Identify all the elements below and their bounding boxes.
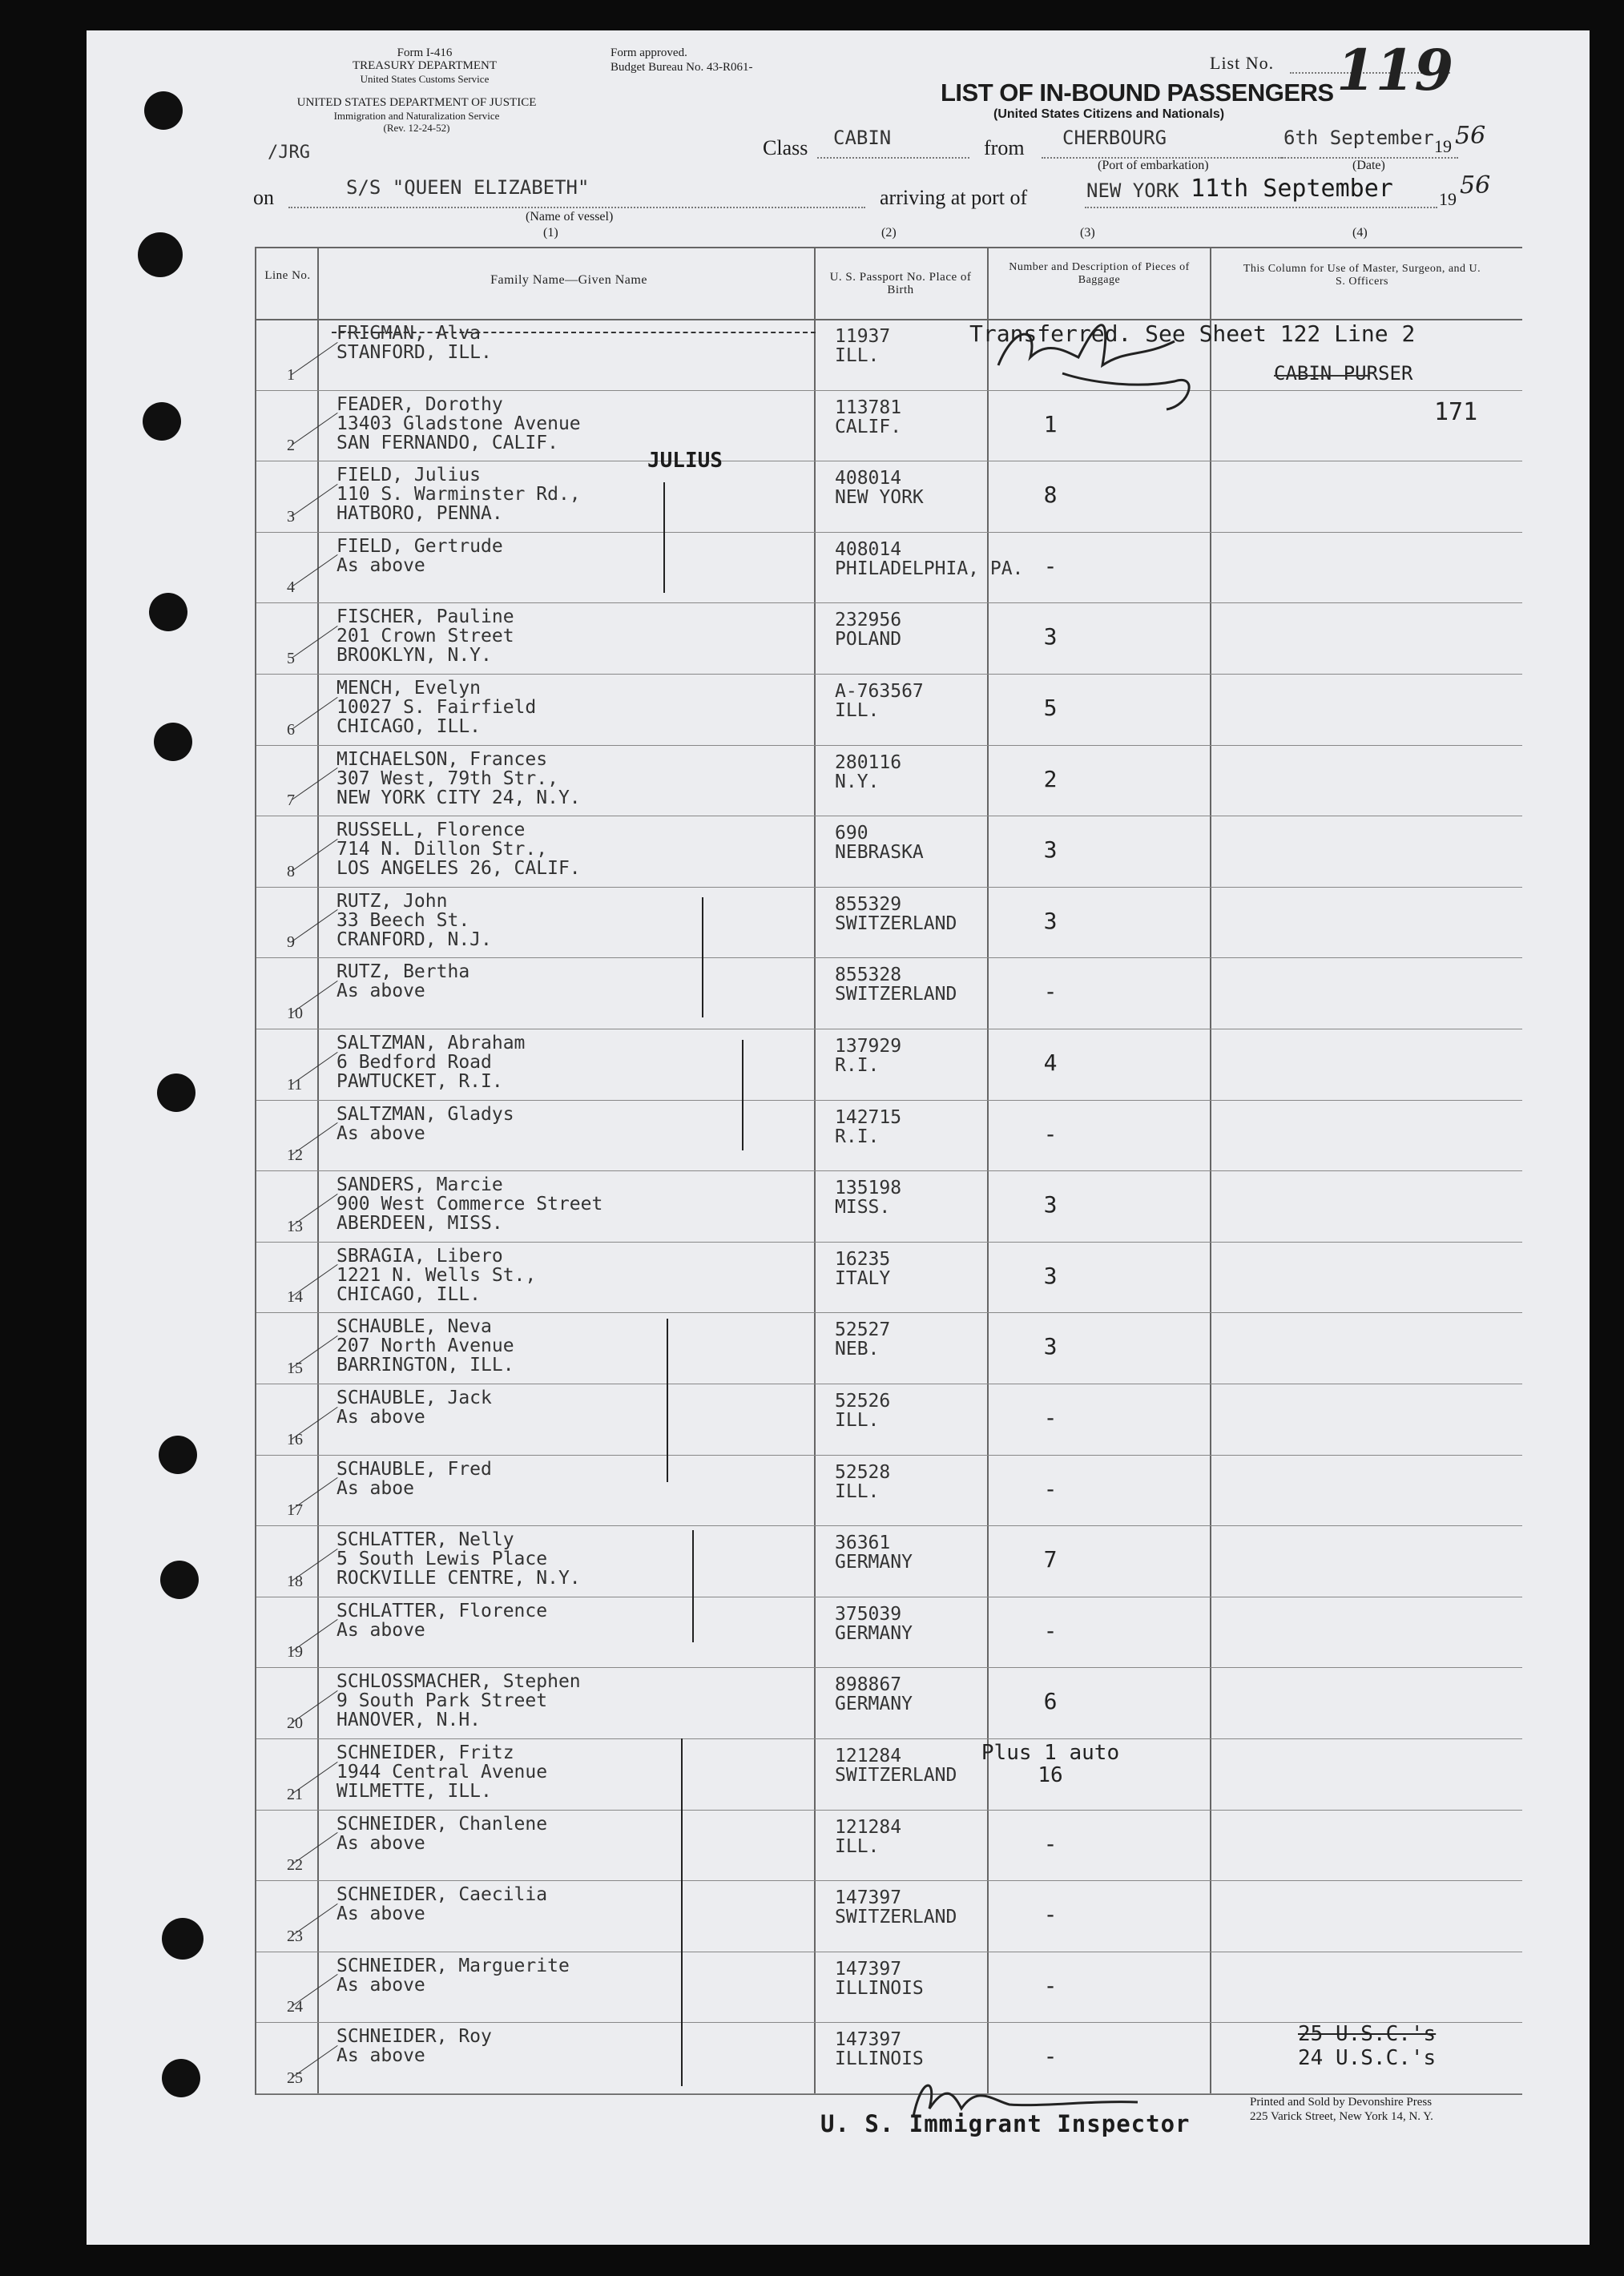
- line-number: 5: [287, 649, 295, 667]
- baggage-count: Plus 1 auto 16: [981, 1741, 1120, 1787]
- passenger-name: SALTZMAN, Gladys As above: [336, 1103, 514, 1144]
- printer-line-2: 225 Varick Street, New York 14, N. Y.: [1250, 2110, 1433, 2123]
- line-number: 13: [287, 1217, 303, 1235]
- table-row: [256, 745, 1522, 817]
- form-approved: Form approved.: [611, 46, 687, 59]
- handwritten-cancel-mark: [990, 293, 1231, 413]
- strikethrough-line: [1274, 375, 1370, 377]
- revision: (Rev. 12-24-52): [383, 122, 450, 134]
- passenger-name: MENCH, Evelyn 10027 S. Fairfield CHICAGO, ILL.: [336, 678, 537, 737]
- baggage-count: -: [1043, 2043, 1058, 2070]
- arrival-year: 56: [1460, 171, 1491, 199]
- vessel-name: S/S "QUEEN ELIZABETH": [346, 176, 590, 199]
- passport-birthplace: 855329 SWITZERLAND: [835, 893, 957, 934]
- table-row: [256, 887, 1522, 959]
- table-row: [256, 2022, 1522, 2094]
- line-number: 25: [287, 2069, 303, 2087]
- passport-birthplace: 898867 GERMANY: [835, 1674, 913, 1715]
- passenger-name: SCHNEIDER, Fritz 1944 Central Avenue WILMETTE, ILL.: [336, 1742, 548, 1802]
- baggage-count: -: [1043, 552, 1058, 579]
- column-number-2: (2): [881, 226, 897, 240]
- passenger-name: SCHAUBLE, Neva 207 North Avenue BARRINGTON, ILL.: [336, 1316, 514, 1376]
- baggage-count: -: [1043, 978, 1058, 1005]
- passenger-name: SANDERS, Marcie 900 West Commerce Street ABERDEEN, MISS.: [336, 1174, 603, 1235]
- family-bracket: [663, 482, 665, 593]
- passenger-name: SCHNEIDER, Marguerite As above: [336, 1955, 570, 1996]
- passport-birthplace: 11937 ILL.: [835, 326, 891, 366]
- passport-birthplace: 16235 ITALY: [835, 1248, 891, 1289]
- officer-note: 25 U.S.C.'s: [1298, 2022, 1437, 2047]
- punch-hole: [143, 402, 181, 441]
- check-mark: [292, 1407, 338, 1440]
- table-row: [256, 1312, 1522, 1384]
- passport-birthplace: 147397 SWITZERLAND: [835, 1887, 957, 1928]
- baggage-count: 8: [1043, 481, 1058, 509]
- punch-hole: [157, 1074, 195, 1112]
- table-row: [256, 319, 1522, 391]
- header-baggage: Number and Description of Pieces of Baggage: [1009, 261, 1190, 286]
- check-mark: [292, 1974, 338, 2007]
- column-number-4: (4): [1352, 226, 1368, 240]
- punch-hole: [162, 1918, 204, 1960]
- passport-birthplace: 52528 ILL.: [835, 1461, 891, 1502]
- passport-birthplace: 147397 ILLINOIS: [835, 1958, 924, 1999]
- officer-note: Transferred. See Sheet 122 Line 2: [969, 320, 1416, 347]
- passenger-name: RUTZ, Bertha As above: [336, 961, 470, 1002]
- line-number: 8: [287, 862, 295, 880]
- passenger-name: SBRAGIA, Libero 1221 N. Wells St., CHICAGO, ILL.: [336, 1245, 537, 1305]
- passport-birthplace: 142715 R.I.: [835, 1106, 902, 1147]
- check-mark: [292, 484, 338, 517]
- baggage-count: -: [1043, 1404, 1058, 1431]
- check-mark: [292, 909, 338, 942]
- line-number: 6: [287, 720, 295, 739]
- check-mark: [292, 1052, 338, 1085]
- passport-birthplace: 52526 ILL.: [835, 1391, 891, 1431]
- passport-birthplace: 690 NEBRASKA: [835, 823, 924, 864]
- baggage-count: 5: [1043, 695, 1058, 721]
- baggage-count: 3: [1043, 623, 1058, 651]
- on-label: on: [253, 186, 274, 209]
- passport-birthplace: 135198 MISS.: [835, 1178, 902, 1219]
- table-row: [256, 1242, 1522, 1314]
- passenger-name: SCHLATTER, Nelly 5 South Lewis Place ROCKVILLE CENTRE, N.Y.: [336, 1529, 581, 1589]
- check-mark: [292, 1549, 338, 1581]
- header-name: Family Name—Given Name: [490, 273, 647, 287]
- embark-label: (Port of embarkation): [1098, 159, 1209, 172]
- table-row: [256, 1667, 1522, 1739]
- arrival-date: 11th September: [1191, 175, 1393, 203]
- table-row: [256, 957, 1522, 1029]
- baggage-count: -: [1043, 1120, 1058, 1147]
- check-mark: [292, 2045, 338, 2078]
- baggage-count: 7: [1043, 1546, 1058, 1573]
- table-row: [256, 1100, 1522, 1172]
- passenger-name: SCHLATTER, Florence As above: [336, 1600, 548, 1641]
- passport-birthplace: 137929 R.I.: [835, 1036, 902, 1076]
- line-number: 15: [287, 1359, 303, 1377]
- document-title: LIST OF IN-BOUND PASSENGERS: [941, 79, 1334, 107]
- list-no-value: 119: [1336, 37, 1454, 103]
- passenger-name: FISCHER, Pauline 201 Crown Street BROOKLYN, N.Y.: [336, 606, 514, 667]
- check-mark: [292, 767, 338, 800]
- punch-hole: [138, 232, 183, 277]
- baggage-count: 3: [1043, 1262, 1058, 1289]
- punch-hole: [162, 2059, 200, 2097]
- baggage-count: -: [1043, 1830, 1058, 1857]
- baggage-count: 3: [1043, 907, 1058, 934]
- table-row: [256, 1952, 1522, 2024]
- table-row: [256, 1455, 1522, 1527]
- ins-service: Immigration and Naturalization Service: [333, 110, 500, 122]
- punch-hole: [154, 723, 192, 761]
- class-label: Class: [763, 136, 808, 159]
- baggage-count: 1: [1043, 410, 1058, 437]
- officer-note-2: CABIN PURSER: [1274, 362, 1413, 385]
- table-row: [256, 674, 1522, 746]
- line-number: 14: [287, 1288, 303, 1307]
- strikethrough-line: [332, 332, 816, 333]
- inspector-label: U. S. Immigrant Inspector: [820, 2110, 1191, 2137]
- table-header: [256, 248, 1522, 320]
- check-mark: [292, 554, 338, 587]
- baggage-count: 3: [1043, 1191, 1058, 1219]
- table-row: [256, 390, 1522, 462]
- baggage-count: 4: [1043, 1049, 1058, 1076]
- passport-birthplace: A-763567 ILL.: [835, 681, 924, 721]
- check-mark: [292, 1762, 338, 1795]
- passport-birthplace: 121284 ILL.: [835, 1816, 902, 1857]
- line-number: 7: [287, 792, 295, 810]
- line-number: 17: [287, 1501, 303, 1520]
- table-row: [256, 602, 1522, 675]
- line-number: 22: [287, 1856, 303, 1875]
- baggage-count: 3: [1043, 836, 1058, 864]
- line-number: 24: [287, 1998, 303, 2016]
- passenger-name: SCHNEIDER, Chanlene As above: [336, 1813, 548, 1854]
- passenger-name: FIELD, Julius 110 S. Warminster Rd., HATBORO, PENNA.: [336, 465, 581, 525]
- punch-hole: [149, 593, 187, 631]
- check-mark: [292, 413, 338, 445]
- table-row: [256, 1384, 1522, 1456]
- table-row: [256, 461, 1522, 533]
- passport-birthplace: 408014 NEW YORK: [835, 468, 924, 509]
- passport-birthplace: 232956 POLAND: [835, 610, 902, 651]
- passenger-name: FRIGMAN, Alva STANFORD, ILL.: [336, 323, 492, 363]
- baggage-count: -: [1043, 1972, 1058, 1999]
- punch-hole: [159, 1436, 197, 1474]
- passport-birthplace: 375039 GERMANY: [835, 1603, 913, 1644]
- header-passport: U. S. Passport No. Place of Birth: [829, 271, 972, 296]
- officer-note-2: 24 U.S.C.'s: [1298, 2046, 1437, 2071]
- header-line-no: Line No.: [264, 269, 311, 282]
- table-row: [256, 1810, 1522, 1882]
- table-row: [256, 1880, 1522, 1952]
- check-mark: [292, 981, 338, 1013]
- passport-birthplace: 280116 N.Y.: [835, 751, 902, 792]
- table-row: [256, 1525, 1522, 1597]
- from-value: CHERBOURG: [1062, 127, 1167, 149]
- passenger-name: SCHAUBLE, Fred As aboe: [336, 1458, 492, 1499]
- passenger-name: SCHNEIDER, Roy As above: [336, 2026, 492, 2067]
- header-officers: This Column for Use of Master, Surgeon, and U. S. Officers: [1243, 263, 1481, 288]
- justice-dept: UNITED STATES DEPARTMENT OF JUSTICE: [296, 96, 537, 109]
- check-mark: [292, 1194, 338, 1227]
- line-number: 21: [287, 1785, 303, 1803]
- check-mark: [292, 1832, 338, 1865]
- arriving-label: arriving at port of: [880, 186, 1028, 209]
- passport-birthplace: 147397 ILLINOIS: [835, 2029, 924, 2070]
- punch-hole: [144, 91, 183, 130]
- passenger-name: SCHLOSSMACHER, Stephen 9 South Park Street HANOVER, N.H.: [336, 1671, 581, 1731]
- class-value: CABIN: [833, 127, 892, 149]
- check-mark: [292, 1264, 338, 1297]
- passenger-name: MICHAELSON, Frances 307 West, 79th Str., NEW YORK CITY 24, N.Y.: [336, 748, 581, 808]
- passenger-table: [255, 247, 1522, 2095]
- line-number: 2: [287, 437, 295, 455]
- table-row: [256, 1170, 1522, 1243]
- line-number: 4: [287, 578, 295, 597]
- family-bracket: [692, 1530, 694, 1642]
- family-bracket: [667, 1319, 668, 1482]
- customs-service: United States Customs Service: [360, 73, 490, 85]
- table-row: [256, 816, 1522, 888]
- baggage-count: -: [1043, 1617, 1058, 1644]
- check-mark: [292, 1903, 338, 1936]
- officer-note: 171: [1434, 397, 1478, 426]
- check-mark: [292, 697, 338, 730]
- from-label: from: [984, 136, 1025, 159]
- passport-birthplace: 855328 SWITZERLAND: [835, 965, 957, 1005]
- date-label: (Date): [1352, 159, 1385, 172]
- check-mark: [292, 342, 338, 375]
- passenger-name: RUSSELL, Florence 714 N. Dillon Str., LOS ANGELES 26, CALIF.: [336, 820, 581, 880]
- line-number: 12: [287, 1146, 303, 1165]
- passenger-name: SALTZMAN, Abraham 6 Bedford Road PAWTUCKET, R.I.: [336, 1033, 526, 1092]
- baggage-count: -: [1043, 1475, 1058, 1502]
- baggage-count: 2: [1043, 765, 1058, 792]
- line-number: 3: [287, 507, 295, 526]
- line-number: 9: [287, 933, 295, 952]
- depart-year: 56: [1455, 122, 1486, 150]
- line-number: 11: [287, 1075, 303, 1094]
- year-prefix-2: 19: [1439, 189, 1457, 209]
- arrival-port: NEW YORK: [1086, 179, 1179, 202]
- passenger-name: SCHAUBLE, Jack As above: [336, 1388, 492, 1428]
- table-row: [256, 1029, 1522, 1101]
- list-no-label: List No.: [1210, 53, 1275, 73]
- check-mark: [292, 839, 338, 872]
- form-number: Form I-416: [397, 46, 453, 59]
- budget-bureau: Budget Bureau No. 43-R061-: [611, 61, 753, 74]
- family-bracket: [742, 1040, 743, 1150]
- check-mark: [292, 626, 338, 659]
- family-bracket: [681, 1738, 683, 2086]
- passenger-name: FIELD, Gertrude As above: [336, 535, 503, 576]
- passport-birthplace: 36361 GERMANY: [835, 1533, 913, 1573]
- passenger-name: SCHNEIDER, Caecilia As above: [336, 1884, 548, 1925]
- passenger-name: RUTZ, John 33 Beech St. CRANFORD, N.J.: [336, 890, 492, 950]
- baggage-count: 6: [1043, 1688, 1058, 1715]
- punch-hole: [160, 1561, 199, 1599]
- line-number: 18: [287, 1572, 303, 1590]
- table-row: [256, 532, 1522, 604]
- table-row: [256, 1597, 1522, 1669]
- passport-birthplace: 52527 NEB.: [835, 1319, 891, 1360]
- check-mark: [292, 1335, 338, 1368]
- line-number: 20: [287, 1714, 303, 1732]
- initials: /JRG: [268, 143, 310, 163]
- printer-line-1: Printed and Sold by Devonshire Press: [1250, 2096, 1433, 2109]
- line-number: 1: [287, 365, 295, 384]
- handwritten-correction: JULIUS: [647, 449, 723, 473]
- passport-birthplace: 408014 PHILADELPHIA, PA.: [835, 538, 1024, 579]
- vessel-label: (Name of vessel): [526, 210, 614, 224]
- passport-birthplace: 121284 SWITZERLAND: [835, 1746, 957, 1786]
- check-mark: [292, 1619, 338, 1652]
- line-number: 23: [287, 1927, 303, 1945]
- passenger-name: FEADER, Dorothy 13403 Gladstone Avenue SAN FERNANDO, CALIF.: [336, 393, 581, 453]
- baggage-count: -: [1043, 1901, 1058, 1928]
- check-mark: [292, 1477, 338, 1510]
- passport-birthplace: 113781 CALIF.: [835, 397, 902, 437]
- column-number-3: (3): [1080, 226, 1095, 240]
- depart-date: 6th September: [1283, 127, 1434, 149]
- year-prefix: 19: [1434, 136, 1452, 156]
- check-mark: [292, 1690, 338, 1723]
- table-row: [256, 1738, 1522, 1811]
- baggage-count: 3: [1043, 1333, 1058, 1360]
- line-number: 16: [287, 1430, 303, 1448]
- check-mark: [292, 1122, 338, 1155]
- line-number: 19: [287, 1643, 303, 1662]
- line-number: 10: [287, 1004, 303, 1022]
- treasury-dept: TREASURY DEPARTMENT: [352, 59, 498, 72]
- document-subtitle: (United States Citizens and Nationals): [993, 107, 1225, 121]
- column-number-1: (1): [543, 226, 558, 240]
- family-bracket: [702, 897, 703, 1017]
